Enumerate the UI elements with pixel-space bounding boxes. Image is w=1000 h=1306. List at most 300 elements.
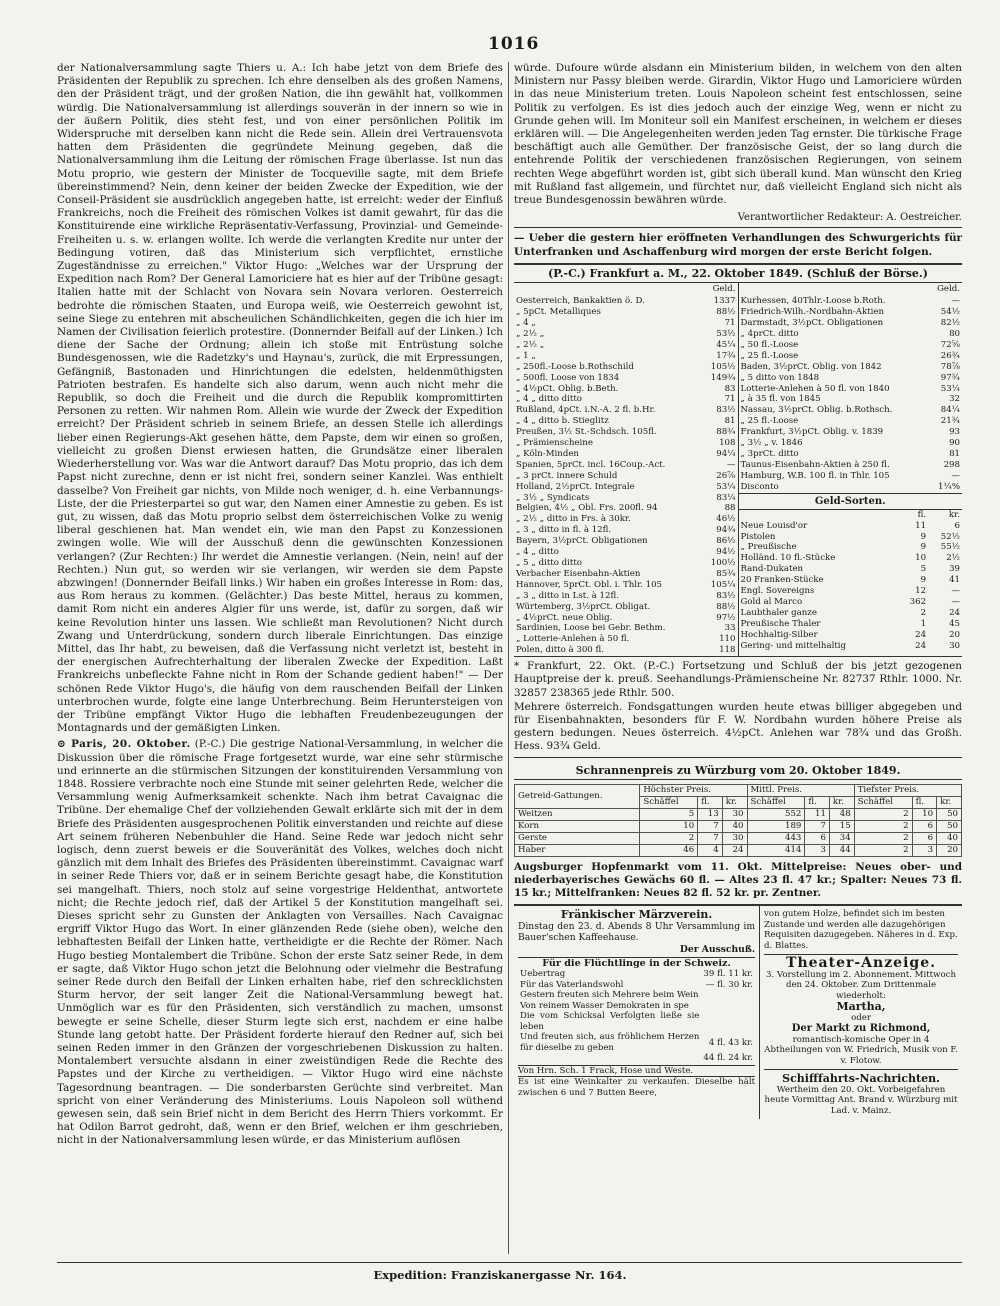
table-row <box>514 416 738 427</box>
advertisements <box>514 904 962 1119</box>
geld-label: Geld. <box>937 284 960 295</box>
table-cell: 24 <box>915 640 927 651</box>
table-row <box>739 405 963 416</box>
table-row <box>739 329 963 340</box>
table-cell: „ à 35 fl. von 1845 <box>740 394 821 405</box>
table-cell: 414 <box>747 844 805 856</box>
ad-text: Von Hrn. Sch. 1 Frack, Hose und Weste. <box>518 1065 755 1077</box>
table-cell: 6 <box>805 832 830 844</box>
table-cell: 54½ <box>940 307 960 318</box>
table-row <box>739 586 963 597</box>
table-cell: Engl. Sovereigns <box>740 586 815 597</box>
table-cell: 9 <box>920 575 927 586</box>
table-cell: — <box>951 586 960 597</box>
table-cell: 2 <box>854 820 912 832</box>
table-cell: — <box>726 459 736 470</box>
table-row <box>739 307 963 318</box>
table-cell: Frankfurt, 3½pCt. Oblig. v. 1839 <box>740 427 884 438</box>
table-cell: 21¾ <box>940 416 960 427</box>
column-rule <box>508 62 509 1254</box>
table-row <box>739 460 963 471</box>
table-cell: Gestern freuten sich Mehrere beim Wein <box>520 990 699 1001</box>
table-row <box>739 597 963 608</box>
hops-report: Augsburger Hopfenmarkt vom 11. Okt. Mittelpreise: Neues ober- und niederbayerisches Gewächs 60 fl. — Altes 23 fl. 47 kr.; Spalter: Neues 73 fl. 15 kr.; Mittelfranken: Neues 82 fl. 52 kr. pr. Zentner. <box>514 860 962 900</box>
table-row <box>514 591 738 602</box>
table-cell: 88½ <box>716 307 736 318</box>
theater-oder: oder <box>851 1012 871 1023</box>
table-cell: Darmstadt, 3½pCt. Obligationen <box>740 318 884 329</box>
table-cell: 2 <box>854 832 912 844</box>
table-cell: 11 <box>805 808 830 820</box>
table-cell: 50 <box>937 808 962 820</box>
table-cell: 7 <box>698 832 723 844</box>
ad-text: Dinstag den 23. d. Abends 8 Uhr Versammlung im Bauer'schen Kaffeehause. <box>518 920 756 944</box>
table-cell: „ Lotterie-Anlehen à 50 fl. <box>516 634 630 645</box>
table-cell: 97¾ <box>940 372 960 383</box>
table-cell: 1337 <box>713 296 736 307</box>
table-cell: 20 <box>937 844 962 856</box>
table-cell: 2 <box>640 832 698 844</box>
table-cell: Schäffel <box>640 796 698 808</box>
table-cell: 48 <box>829 808 854 820</box>
table-row <box>514 329 738 340</box>
table-cell: „ 4 „ ditto <box>516 547 559 558</box>
table-row <box>514 427 738 438</box>
table-cell: 552 <box>747 808 805 820</box>
table-cell: 83½ <box>716 405 736 416</box>
donation-list <box>518 969 755 1064</box>
table-cell: 24 <box>949 607 960 618</box>
grain-title: Schrannenpreis zu Würzburg vom 20. Oktober 1849. <box>514 762 962 780</box>
table-cell: Gering- und mittelhaltig <box>740 640 847 651</box>
table-cell: fl. <box>917 509 927 520</box>
table-cell: „ 4½pCt. Oblig. b.Beth. <box>516 383 619 394</box>
table-cell: „ 5 „ ditto ditto <box>516 558 582 568</box>
table-cell: 149¾ <box>710 372 736 383</box>
footer: Expedition: Franziskanergasse Nr. 164. <box>373 1268 627 1282</box>
table-cell: „ 2½ „ ditto in Frs. à 30kr. <box>516 514 631 525</box>
table-cell: „ 2½ „ <box>516 339 545 350</box>
dateline: ⊙ Paris, 20. Oktober. <box>57 738 191 751</box>
table-cell: kr. <box>937 796 962 808</box>
table-row <box>739 553 963 564</box>
table-row <box>518 969 755 980</box>
table-cell: 9 <box>920 531 927 542</box>
table-cell: 10 <box>915 553 927 564</box>
table-row <box>514 558 738 569</box>
table-cell: 11 <box>915 520 927 531</box>
table-cell: Spanien, 5prCt. incl. 16Coup.-Act. <box>516 459 666 470</box>
table-cell: Belgien, 4½ „ Obl. Frs. 200fl. 94 <box>516 503 658 514</box>
table-cell: 46 <box>640 844 698 856</box>
shipping-title: Schifffahrts-Nachrichten. <box>782 1072 940 1086</box>
table-cell: 30 <box>949 640 960 651</box>
table-cell: 110 <box>719 634 736 645</box>
table-cell: Uebertrag <box>520 969 566 980</box>
table-row <box>514 536 738 547</box>
table-cell: „ Köln-Minden <box>516 448 579 459</box>
table-cell: „ 3 prCt. innere Schuld <box>516 470 618 481</box>
table-cell: 52½ <box>940 531 960 542</box>
table-cell: Getreid-Gattungen. <box>515 784 640 808</box>
table-row <box>518 990 755 1001</box>
table-cell <box>701 1011 755 1032</box>
table-cell: 55½ <box>940 542 960 553</box>
table-cell: 24 <box>722 844 747 856</box>
table-cell: 40 <box>722 820 747 832</box>
notice: — Ueber die gestern hier eröffneten Verhandlungen des Schwurgerichts für Unterfranken und Aschaffenburg wird morgen der erste Bericht folgen. <box>514 232 962 258</box>
report: Mehrere österreich. Fondsgattungen wurden heute etwas billiger abgegeben und für Eisenbahnakten, besonders für F. W. Nordbahn wurden höhere Preise als gestern bedungen. Neues österreich. 4½pCt. Anlehen war 78¾ und das Großh. Hess. 93¾ Geld. <box>514 701 962 758</box>
geld-sorten-title: Geld-Sorten. <box>739 493 963 510</box>
table-cell: Taunus-Eisenbahn-Aktien à 250 fl. <box>740 459 890 470</box>
table-row <box>739 542 963 553</box>
table-row <box>739 394 963 405</box>
table-row <box>514 569 738 580</box>
table-cell: 20 Franken-Stücke <box>740 575 824 586</box>
table-cell: „ 3½ „ v. 1846 <box>740 438 803 449</box>
table-row <box>514 525 738 536</box>
table-cell: 32 <box>949 394 960 405</box>
table-row <box>514 602 738 613</box>
table-cell: — <box>951 296 960 307</box>
table-cell: 86½ <box>716 536 736 547</box>
table-cell: 105½ <box>710 361 736 372</box>
table-cell: 72⅝ <box>940 339 960 350</box>
table-row <box>514 351 738 362</box>
table-cell: 34 <box>829 832 854 844</box>
table-cell: 6 <box>912 832 937 844</box>
table-cell: 108 <box>719 438 736 449</box>
table-cell: Polen, ditto à 300 fl. <box>516 645 604 656</box>
table-cell: „ Preußische <box>740 542 797 553</box>
table-row <box>515 832 962 844</box>
table-row <box>514 471 738 482</box>
table-cell: 84¼ <box>940 405 960 416</box>
table-cell: Hochhaltig-Silber <box>740 629 818 640</box>
table-cell: Gerste <box>515 832 640 844</box>
report: * Frankfurt, 22. Okt. (P.-C.) Fortsetzung und Schluß der bis jetzt gezogenen Hauptpreise der k. preuß. Seehandlungs-Prämienscheine Nr. 82737 Rthlr. 1000. Nr. 32857 238365 jede Rthlr. 500. <box>514 660 962 699</box>
table-row <box>739 521 963 532</box>
table-row <box>518 980 755 991</box>
table-cell: 26¾ <box>940 350 960 361</box>
table-cell: 71 <box>724 318 736 329</box>
table-cell: 81 <box>949 448 960 459</box>
table-row <box>514 373 738 384</box>
table-row <box>739 318 963 329</box>
table-cell: Hannover, 5prCt. Obl. i. Thlr. 105 <box>516 579 663 590</box>
table-cell: 39 <box>949 564 960 575</box>
table-row <box>739 373 963 384</box>
table-cell: Korn <box>515 820 640 832</box>
table-cell: „ 3½ „ Syndicats <box>516 492 590 503</box>
table-row <box>739 630 963 641</box>
table-cell: 2½ <box>946 553 960 564</box>
editor-line: Verantwortlicher Redakteur: A. Oestreicher. <box>514 211 962 228</box>
table-cell: „ 1 „ <box>516 350 536 361</box>
table-cell: 45¼ <box>716 339 736 350</box>
table-cell: 4 <box>698 844 723 856</box>
table-cell: 88½ <box>716 601 736 612</box>
table-cell: 40 <box>937 832 962 844</box>
table-cell: Hamburg, W.B. 100 fl. in Thlr. 105 <box>740 470 890 481</box>
table-cell: 1¼% <box>938 481 960 492</box>
table-cell: 2 <box>920 607 927 618</box>
table-cell: 85¾ <box>716 568 736 579</box>
table-cell: 7 <box>805 820 830 832</box>
table-row <box>514 296 738 307</box>
table-row <box>514 340 738 351</box>
table-row <box>514 405 738 416</box>
table-header-row <box>515 784 962 796</box>
table-row <box>739 532 963 543</box>
table-row <box>739 384 963 395</box>
theater-text: 3. Vorstellung im 2. Abonnement. Mittwoch den 24. Oktober. Zum Drittenmale wiederholt: <box>766 969 957 1001</box>
table-cell: Holländ. 10 fl.-Stücke <box>740 553 836 564</box>
table-cell: Nassau, 3½prCt. Oblig. b.Rothsch. <box>740 405 893 416</box>
table-cell: Schäffel <box>747 796 805 808</box>
table-row <box>514 493 738 504</box>
table-cell: 39 fl. 11 kr. <box>703 969 754 980</box>
table-row <box>514 623 738 634</box>
table-row <box>739 608 963 619</box>
table-cell: kr. <box>829 796 854 808</box>
table-cell: 2 <box>854 808 912 820</box>
table-cell: 88 <box>724 503 736 514</box>
table-row <box>514 634 738 645</box>
table-row <box>739 482 963 493</box>
bourse-title: (P.-C.) Frankfurt a. M., 22. Oktober 1849. (Schluß der Börse.) <box>514 263 962 283</box>
table-row <box>514 547 738 558</box>
theater-title: Theater-Anzeige. <box>786 955 936 972</box>
table-cell: Disconto <box>740 481 779 492</box>
table-cell: 41 <box>949 575 960 586</box>
table-cell: fl. <box>805 796 830 808</box>
table-cell: Laubthaler ganze <box>740 607 817 618</box>
table-cell: Tiefster Preis. <box>854 784 961 796</box>
table-cell: „ Prämienscheine <box>516 438 593 449</box>
shipping-text: Wertheim den 20. Okt. Vorbeigefahren heute Vormittag Ant. Brand v. Würzburg mit Lad. v. Mainz. <box>764 1084 958 1116</box>
table-row <box>514 438 738 449</box>
ad-text: von gutem Holze, befindet sich im besten Zustande und werden alle dazugehörigen Requisiten dazugegeben. Näheres in d. Exp. d. Blattes. <box>764 909 958 951</box>
table-cell: 82½ <box>940 318 960 329</box>
table-cell: Pistolen <box>740 531 776 542</box>
table-row <box>514 394 738 405</box>
table-cell: 3 <box>912 844 937 856</box>
table-cell: „ 4½prCt. neue Oblig. <box>516 612 613 623</box>
table-cell: 93 <box>949 427 960 438</box>
table-cell <box>701 990 755 1001</box>
table-cell: Höchster Preis. <box>640 784 747 796</box>
table-cell: „ 2½ „ <box>516 328 545 339</box>
theater-subtitle: Der Markt zu Richmond, <box>791 1023 931 1035</box>
table-cell: Würtemberg, 3½prCt. Obligat. <box>516 601 651 612</box>
table-cell: „ 500fl. Loose von 1834 <box>516 372 620 383</box>
table-cell: Für das Vaterlandswohl <box>520 979 624 990</box>
table-row <box>514 580 738 591</box>
theater-piece: Martha, <box>836 1000 886 1014</box>
table-cell: 443 <box>747 832 805 844</box>
table-cell: 53¼ <box>716 481 736 492</box>
table-cell: 298 <box>943 459 960 470</box>
table-cell: 24 <box>915 629 927 640</box>
table-row <box>518 1001 755 1012</box>
table-cell: 44 fl. 24 kr. <box>703 1053 754 1064</box>
table-cell: „ 25 fl.-Loose <box>740 416 799 427</box>
table-cell: Von reinem Wasser Demokraten in spe <box>520 1000 689 1011</box>
table-row <box>514 613 738 624</box>
table-cell: Sardinien, Loose bei Gebr. Bethm. <box>516 623 666 634</box>
table-cell <box>701 1001 755 1012</box>
table-row <box>739 564 963 575</box>
right-column <box>514 62 962 1119</box>
table-cell: „ 25 fl.-Loose <box>740 350 799 361</box>
table-cell: 9 <box>920 542 927 553</box>
table-header-row <box>739 510 963 521</box>
table-row <box>739 449 963 460</box>
table-cell: Haber <box>515 844 640 856</box>
table-cell: 189 <box>747 820 805 832</box>
article-text: (P.-C.) Die gestrige National-Versammlung, in welcher die Diskussion über die römische Frage fortgesetzt wurde, war eine sehr stürmische und erinnerte an die stürmischen Sitzungen der konstituirenden Versammlung von 1848. Rossiere verbrachte noch eine Stunde mit seiner gelehrten Rede, welcher die Versammlung wenig Aufmerksamkeit schenkte. Nach ihm betrat Cavaignac die Tribüne. Der ehemalige Chef der vollziehenden Gewalt erklärte sich mit der in dem Briefe des Präsidenten ausgesprochenen Politik einverstanden und reichte auf diese Art seinem früheren Nebenbuhler die Hand. Seine Rede war jedoch nicht sehr logisch, denn zuerst beweis er die Souveränität des Volkes, welches doch nicht gänzlich mit dem Inhalt des Briefes des Präsidenten übereinstimmt. Cavaignac warf in seiner Rede Thiers vor, daß er in seinem Berichte gesagt habe, die Konstitution sei mangelhaft. Thiers, noch stolz auf seine vorgestrige Heldenthat, antwortete nicht; die Rechte jedoch rief, daß der Artikel 5 der Konstitution mangelhaft sei. Dieses spricht sehr zu Gunsten der Anklagten von Versailles. Nach Cavaignac ergriff Viktor Hugo das Wort. In einer glänzenden Rede (siehe oben), welche den lebhaftesten Beifall der Linken hatte, vertheidigte er die Rechte der Römer. Nach Hugo bestieg Montalembert die Tribüne. Schon der erste Satz seiner Rede, in dem er sagte, daß Viktor Hugo schon jetzt die Belohnung oder vielmehr die Bestrafung seiner Rede durch den Beifall der Linken erhalten habe, rief den schrecklichsten Sturm hervor, der seit langer Zeit die National-Versammlung bewegt hat. Unmöglich war es für den Präsidenten, sich verständlich zu machen, umsonst bewegte er seine Schelle, dieser Sturm legte sich erst, nachdem er eine halbe Stunde lang getobt hatte. Der Präsident forderte hierauf den Redner auf, sich bei seinen Reden immer in den Gränzen der vorgeschriebenen Diskussion zu halten. Montalembert versuchte alsdann in einer zweistündigen Rede die Rechte des Papstes und der Kirche zu vertheidigen. — Viktor Hugo wird eine nächste Tagesordnung beantragen. — Die sonderbarsten Gerüchte sind verbreitet. Man spricht von einer Veränderung des Ministeriums. Louis Napoleon soll wüthend gewesen sein, daß sein Brief nicht in dem Bericht des Herrn Thiers vorkommt. Er hat Odilon Barrot gedroht, daß, wenn er den Brief, welchen er ihm geschrieben, nicht in der Nationalversammlung lesen würde, er das Ministerium auflösen <box>57 738 503 1147</box>
table-cell: „ 4 „ ditto b. Stieglitz <box>516 416 609 427</box>
table-row <box>739 619 963 630</box>
table-row <box>514 482 738 493</box>
ad-signature: Der Ausschuß. <box>679 943 756 955</box>
table-row <box>514 318 738 329</box>
table-cell: 6 <box>954 520 960 531</box>
ad-text: Es ist eine Weinkalter zu verkaufen. Dieselbe hält zwischen 6 und 7 Butten Beere, <box>518 1077 756 1098</box>
table-row <box>514 460 738 471</box>
table-row <box>739 351 963 362</box>
geld-sorten-table <box>739 510 963 652</box>
article-paragraph: der Nationalversammlung sagte Thiers u. A.: Ich habe jetzt von dem Briefe des Präsidenten der Republik zu sprechen. Ich ehre denselben als des großen Namens, den der Präsident trägt, und der großen Nation, die ihn gewählt hat, vollkommen würdig. Die Nationalversammlung ist allerdings souverän in der innern so wie in der äußern Politik, dies steht fest, und von einer persönlichen Politik im Widerspruche mit derselben kann nicht die Rede sein. Allein drei Vertrauensvota hatten dem Präsidenten die gegründete Meinung gegeben, daß die Nationalversammlung ihm die Leitung der römischen Frage überlasse. Ist nun das Motu proprio, wie gestern der Minister de Tocqueville sagte, mit dem Briefe übereinstimmend? Nein, denn keiner der beiden Zwecke der Expedition, wie der Conseil-Präsident sie ausdrücklich angegeben hatte, ist erreicht: weder der Einfluß Frankreichs, noch die Freiheit des römischen Volkes ist damit gewahrt, für das die Konstituirende eine wirkliche Repräsentativ-Verfassung, Provinzial- und Gemeinde-Freiheiten u. s. w. erlangen wollte. Ich werde die verlangten Kredite nur unter der Bedingung votiren, daß das Ministerium sich verpflichtet, ernstliche Zugeständnisse zu erreichen." Viktor Hugo: „Welches war der Ursprung der Expedition nach Rom? Der General Lamoriciere hat es hier auf der Tribüne gesagt: Italien hatte mit der Schlacht von Novara sein Novara verloren. Oesterreich bedrohte die römischen Staaten, und Europa weiß, wie Oesterreich gewohnt ist, seine Siege zu entehren mit abscheulichen Schändlichkeiten, gegen die ich hier im Namen der Civilisation feierlich protestire. (Donnernder Beifall auf der Linken.) Ich diene der Sache der Ordnung; allein ich stoße mit Entrüstung solche Bundesgenossen, wie die Radetzky's und Haynau's, zurück, die mit Erpressungen, Gefängniß, Bastonaden und Hinrichtungen die edelsten, heldenmüthigsten Patrioten bestrafen. Es handelte sich also darum, wenn auch nicht mehr die Republik, so doch die Freiheit und die durch die Republik kompromittirten Personen zu retten. Wir nahmen Rom. Allein wie wurde der Zweck der Expedition erreicht? Der Präsident schrieb in seinem Briefe, an dessen Stelle ich allerdings lieber einen Regierungs-Akt gesehen hätte, dem Papste, dem wir einen so großen, vielleicht zu großen Dienst erwiesen hatten, die Grundsätze einer liberalen Wiederherstellung vor. Was war die Antwort darauf? Das Motu proprio, das ich dem Papst nicht zurechne, denn er ist nicht frei, sondern seiner Kanzlei. Was enthielt dasselbe? Von Freiheit gar nichts, von Milde noch weniger, d. h. eine Verbannungs-Liste, der die Priesterpartei so gut war, den Namen einer Amnestie zu geben. Es ist gut, zu wissen, daß das Motu proprio selbst dem österreichischen Volke zu wenig liberal geschienen hat. Man wendet ein, wie man den Papst zu Konzessionen zwingen wolle. Wie will der Ausschuß denn die gewünschten Konzessionen verlangen? (Zur Rechten:) Ihr werdet die Amnestie verlangen. (Nein, nein! auf der Rechten.) Nun gut, so werden wir sie verlangen, wir werden sie dem Papste abzwingen! (Donnernder Beifall links.) Wir haben ein großes Interesse in Rom: das, aus Rom heraus zu kommen. (Gelächter.) Das beste Mittel, heraus zu kommen, damit Rom nicht ein anderes Algier für uns werde, ist, dafür zu sorgen, daß wir keine Revolution hinter uns lassen. Wie schließt man Revolutionen? Nicht durch Zwang und Unterdrückung, sondern durch liberale Einrichtungen. Das einzige Mittel, das Ihr habt, zu beweisen, daß die Verfassung nicht verletzt ist, besteht in der energischen Aufrechterhaltung der liberalen Zwecke der Expedition. Laßt Frankreichs unbefleckte Fahne nicht in Rom der Schande gedient haben!" — Der schönen Rede Viktor Hugo's, die häufig von dem rauschenden Beifall der Linken unterbrochen wurde, folgte eine lange Unterbrechung. Beim Heruntersteigen von der Tribüne empfängt Viktor Hugo die lebhaften Freudenbezeugungen der Montagnards und der gemäßigten Linken. <box>57 62 503 735</box>
table-cell: 94¼ <box>716 448 736 459</box>
table-cell: Kurhessen, 40Thlr.-Loose b.Roth. <box>740 296 886 307</box>
table-cell: 46½ <box>716 514 736 525</box>
table-row <box>739 427 963 438</box>
table-cell: — <box>951 597 960 608</box>
table-cell: Neue Louisd'or <box>740 520 808 531</box>
table-cell: Preußische Thaler <box>740 618 821 629</box>
table-row <box>739 438 963 449</box>
table-cell: „ 4 „ ditto ditto <box>516 394 582 405</box>
table-cell: 44 <box>829 844 854 856</box>
table-row <box>515 844 962 856</box>
table-cell: 100½ <box>710 558 736 568</box>
table-cell: 30 <box>722 832 747 844</box>
grain-price-table <box>514 784 962 857</box>
table-row <box>515 808 962 820</box>
table-cell: 105¼ <box>710 579 736 590</box>
table-row <box>739 296 963 307</box>
table-row <box>514 503 738 514</box>
table-cell: Friedrich-Wilh.-Nordbahn-Aktien <box>740 307 885 318</box>
table-cell: kr. <box>722 796 747 808</box>
geld-label: Geld. <box>712 284 736 295</box>
table-cell: Oesterreich, Bankaktien ö. D. <box>516 296 645 307</box>
table-cell: Die vom Schicksal Verfolgten ließe sie leben <box>520 1011 700 1032</box>
table-row <box>514 449 738 460</box>
table-row <box>739 362 963 373</box>
table-cell: Preußen, 3½ St.-Schdsch. 105fl. <box>516 427 657 438</box>
table-cell: Baden, 3½prCt. Oblig. von 1842 <box>740 361 882 372</box>
table-row <box>514 362 738 373</box>
table-cell: 33 <box>724 623 736 634</box>
table-cell: 6 <box>912 820 937 832</box>
table-cell: Gold al Marco <box>740 597 803 608</box>
bourse-left <box>514 296 738 656</box>
table-row <box>739 471 963 482</box>
table-cell: Weitzen <box>515 808 640 820</box>
table-cell: 71 <box>724 394 736 405</box>
table-cell: Mittl. Preis. <box>747 784 854 796</box>
table-cell: fl. <box>912 796 937 808</box>
table-cell: 17¾ <box>716 350 736 361</box>
table-cell: 15 <box>829 820 854 832</box>
table-cell: 81 <box>724 416 736 427</box>
table-cell: kr. <box>948 509 960 520</box>
table-cell: „ 4prCt. ditto <box>740 328 799 339</box>
table-cell: 5 <box>640 808 698 820</box>
table-cell: 53½ <box>716 328 736 339</box>
table-row <box>514 307 738 318</box>
table-cell: 26⅞ <box>716 470 736 481</box>
table-row <box>514 384 738 395</box>
table-cell: 7 <box>698 820 723 832</box>
table-cell: 88¾ <box>716 427 736 438</box>
table-cell: 3 <box>805 844 830 856</box>
table-cell: 83½ <box>716 590 736 601</box>
article-paragraph: würde. Dufoure würde alsdann ein Ministerium bilden, in welchem von den alten Ministern nur Passy bleiben werde. Girardin, Viktor Hugo und Lamoriciere würden in das neue Ministerium treten. Louis Napoleon scheint fest entschlossen, seine Politik zu verfolgen. Es ist dies jedoch auch der einzige Weg, wenn er nicht zu Grunde gehen will. Im Moniteur soll ein Manifest erscheinen, in welchem er dieses erklären will. — Die Angelegenheiten werden jeden Tag ernster. Die türkische Frage beschäftigt auch alle Gemüther. Der französische Geist, der so lang durch die entehrende Politik der verschiedenen französischen Regierungen, von seinem rechten Wege abgeführt worden ist, gibt sich überall kund. Man wünscht den Krieg mit Rußland fast allgemein, und fürchtet nur, daß vielleicht England sich nicht als treue Bundesgenossin bewähren würde. <box>514 62 962 207</box>
table-cell: Holland, 2½prCt. Integrale <box>516 481 635 492</box>
table-cell: 362 <box>909 597 927 608</box>
table-cell: „ 5pCt. Metalliques <box>516 307 601 318</box>
table-row <box>739 416 963 427</box>
table-cell: 5 <box>920 564 927 575</box>
table-cell: 53¼ <box>940 383 960 394</box>
table-row <box>514 514 738 525</box>
table-row <box>518 1011 755 1032</box>
table-cell: — <box>951 470 960 481</box>
ad-title: Fränkischer Märzverein. <box>560 908 713 922</box>
left-column <box>57 62 503 1149</box>
table-row <box>515 820 962 832</box>
table-cell: 94½ <box>716 547 736 558</box>
table-cell: „ 250fl.-Loose b.Rothschild <box>516 361 634 372</box>
table-row <box>739 340 963 351</box>
ad-title: Für die Flüchtlinge in der Schweiz. <box>542 958 731 970</box>
table-cell: 10 <box>640 820 698 832</box>
table-cell: „ 3prCt. ditto <box>740 448 799 459</box>
table-cell: 83 <box>724 383 736 394</box>
table-cell: fl. <box>698 796 723 808</box>
article-paragraph <box>57 738 503 1147</box>
table-cell: 78⅞ <box>940 361 960 372</box>
table-cell: 94¾ <box>716 525 736 536</box>
table-cell: Rußland, 4pCt. i.N.-A. 2 fl. b.Hr. <box>516 405 656 416</box>
table-cell: 80 <box>949 328 960 339</box>
table-cell: 1 <box>920 618 927 629</box>
table-cell: 10 <box>912 808 937 820</box>
table-cell: 13 <box>698 808 723 820</box>
table-cell: Verbacher Eisenbahn-Aktien <box>516 568 641 579</box>
table-cell <box>518 1053 701 1064</box>
table-cell: Bayern, 3½prCt. Obligationen <box>516 536 648 547</box>
bourse-right <box>739 296 963 492</box>
page-number: 1016 <box>488 34 540 54</box>
table-cell: „ 50 fl.-Loose <box>740 339 799 350</box>
table-cell: 118 <box>719 645 736 656</box>
footer-rule <box>57 1262 962 1263</box>
